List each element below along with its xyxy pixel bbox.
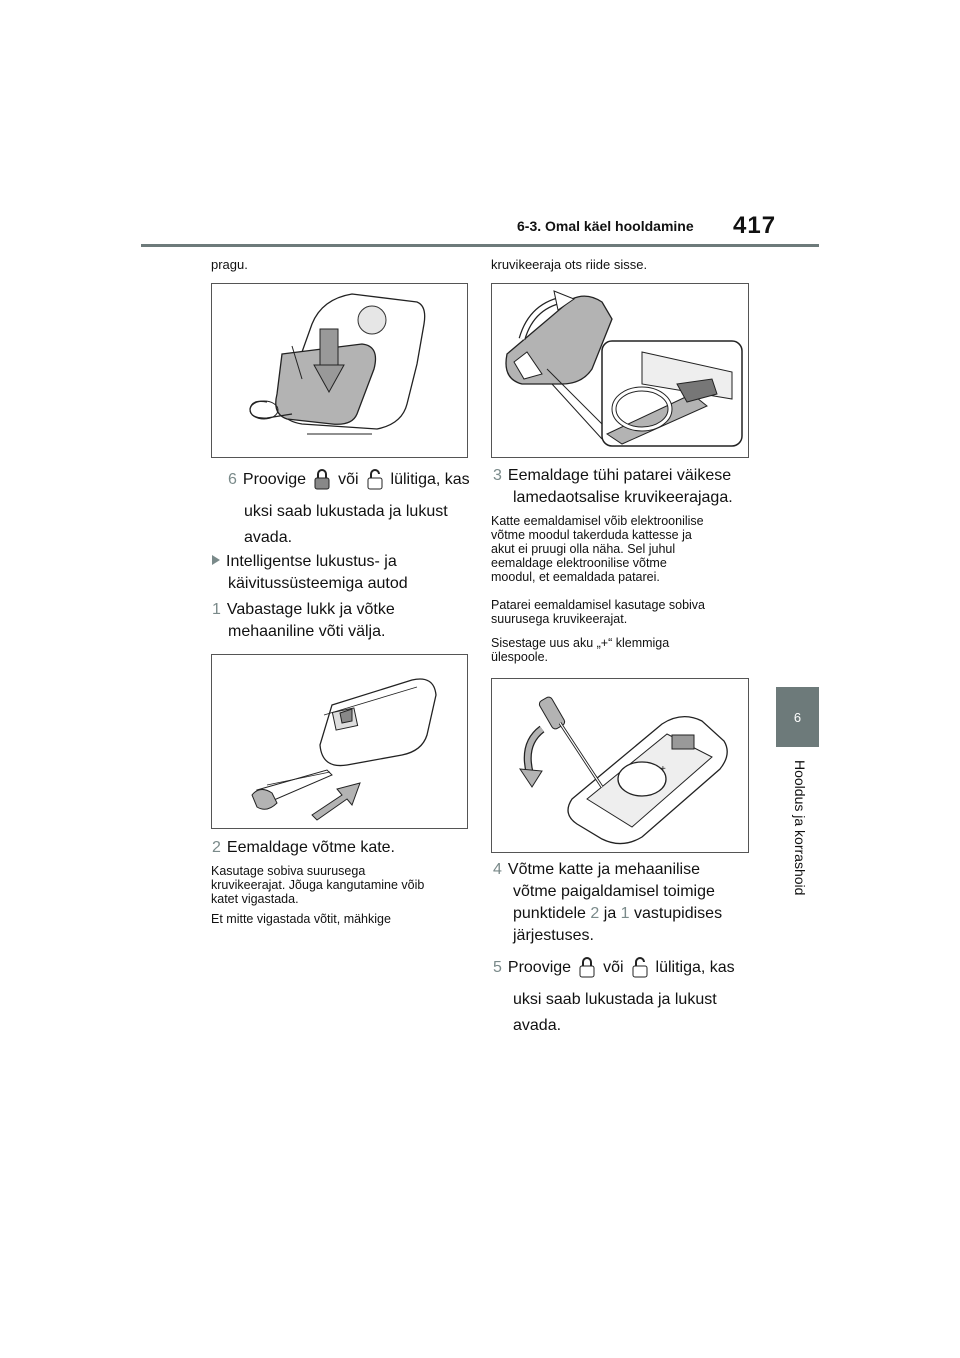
lock-open-icon [632,956,648,986]
header-rule [141,244,819,247]
figure-pry-cover [491,283,749,458]
step-4-line2: võtme paigaldamisel toimige [513,883,715,900]
step-5: 5 Proovige või lülitiga, kas [493,956,735,986]
step-4-line4: järjestuses. [513,927,594,944]
figure-mechanical-key [211,654,468,829]
note-1-line1: Kasutage sobiva suurusega [211,864,366,878]
step-4: 4 Võtme katte ja mehaanilise [493,861,701,878]
figure-battery-removal [491,678,749,853]
sub-heading: Intelligentse lukustus- ja [212,550,397,574]
step-1-line2: mehaaniline võti välja. [228,623,386,640]
step-ref-1[interactable]: 1 [620,905,630,922]
left-top-text: pragu. [211,257,248,272]
note-a-line2: võtme moodul takerduda kattesse ja [491,528,692,542]
note-a-line1: Katte eemaldamisel võib elektroonilise [491,514,704,528]
step-3: 3 Eemaldage tühi patarei väikese [493,467,732,484]
note-a-line4: eemaldage elektroonilise võtme [491,556,667,570]
sub-heading-line2: käivitussüsteemiga autod [228,575,408,592]
chapter-tab[interactable]: 6 [776,687,819,747]
note-c-line1: Sisestage uus aku „+“ klemmiga [491,636,670,650]
step-6-line2: uksi saab lukustada ja lukust [244,503,448,520]
note-a-line5: moodul, et eemaldada patarei. [491,570,660,584]
note-1-line2: kruvikeerajat. Jõuga kangutamine võib [211,878,425,892]
note-1-line3: katet vigastada. [211,892,299,906]
note-b-line2: suurusega kruvikeerajat. [491,612,628,626]
battery-plus-label: + [660,764,666,775]
chapter-label: Hooldus ja korrashoid [792,760,808,896]
figure-key-cover-press [211,283,468,458]
step-5-line2: uksi saab lukustada ja lukust [513,991,717,1008]
step-6: 6 Proovige või lülitiga, kas [228,468,470,498]
page-number: 417 [733,212,777,239]
lock-closed-icon [579,956,595,986]
step-4-line3: punktidele 2 ja 1 vastupidises [513,905,723,922]
note-b-line1: Patarei eemaldamisel kasutage sobiva [491,598,706,612]
triangle-bullet-icon [212,555,220,565]
section-title: 6-3. Omal käel hooldamine [517,218,694,234]
step-1: 1 Vabastage lukk ja võtke [212,601,395,618]
note-a-line3: akut ei pruugi olla näha. Sel juhul [491,542,676,556]
step-3-line2: lamedaotsalise kruvikeerajaga. [513,489,733,506]
step-ref-2[interactable]: 2 [590,905,600,922]
step-2: 2 Eemaldage võtme kate. [212,839,395,856]
note-2: Et mitte vigastada võtit, mähkige [211,912,391,926]
right-top-text: kruvikeeraja ots riide sisse. [491,257,648,272]
note-c-line2: ülespoole. [491,650,548,664]
step-5-line3: avada. [513,1017,562,1034]
lock-closed-icon [314,468,330,498]
lock-open-icon [367,468,383,498]
step-6-line3: avada. [244,529,293,546]
